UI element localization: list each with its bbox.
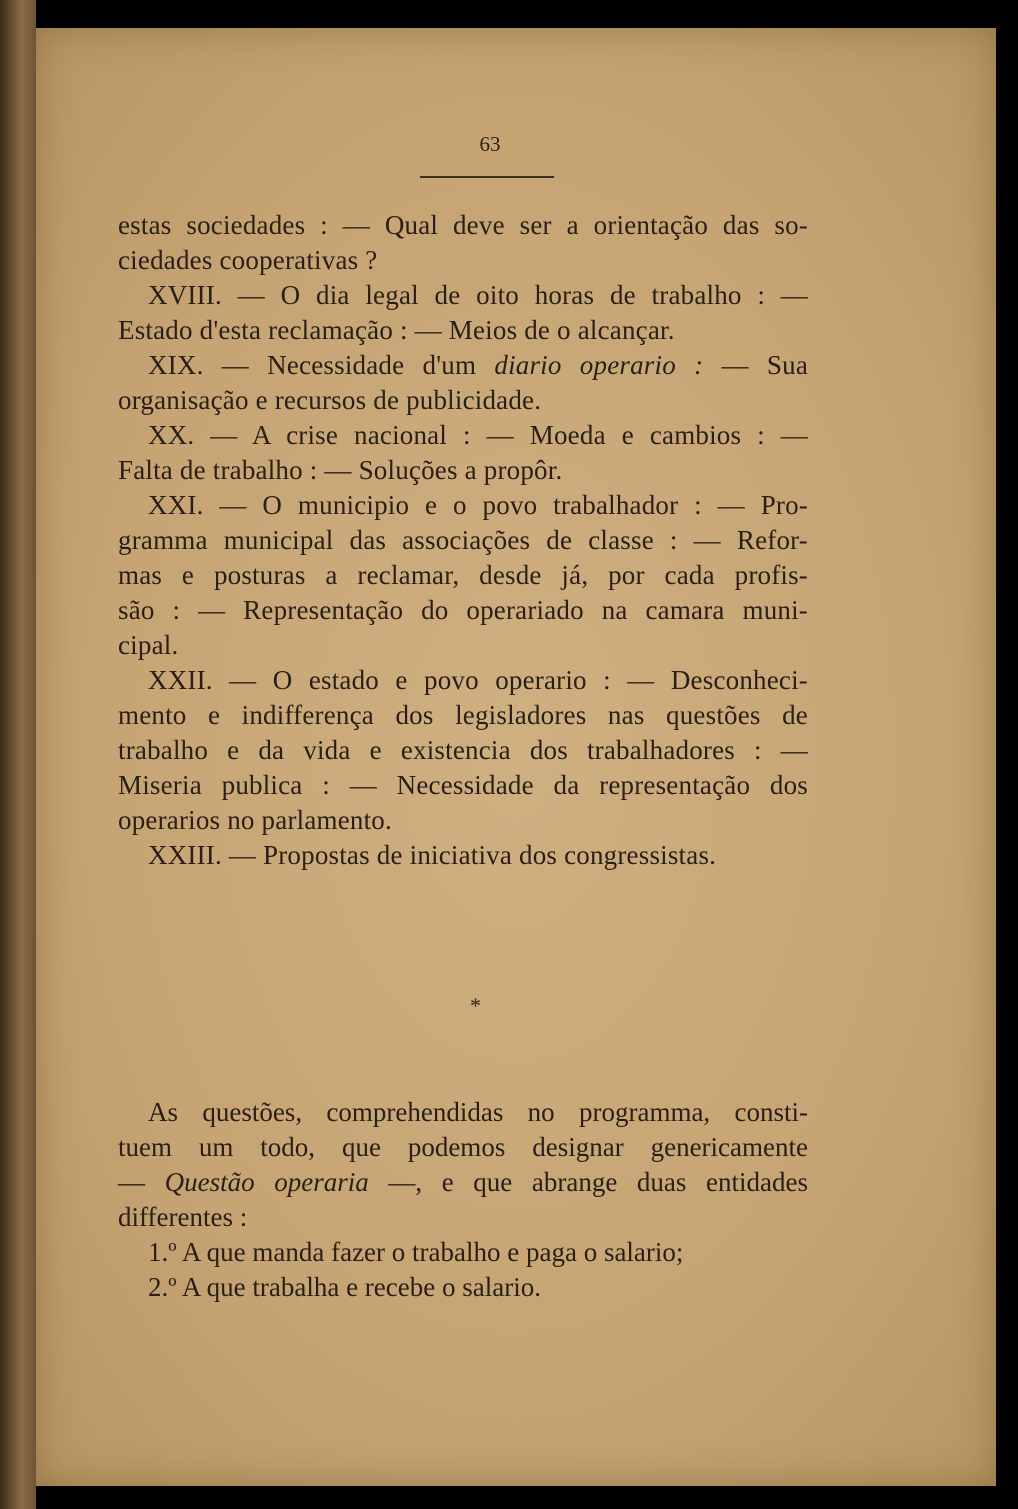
book-gutter xyxy=(0,0,36,1509)
text-line: XXI. — O municipio e o povo trabalhador : — Pro- xyxy=(148,490,808,520)
header-rule xyxy=(420,176,554,178)
text-line: gramma municipal das associações de classe : — Refor- xyxy=(118,525,808,555)
text-line: Miseria publica : — Necessidade da representação dos xyxy=(118,770,808,800)
text-fragment: — xyxy=(118,1167,145,1197)
bottom-text-block xyxy=(118,1094,808,1304)
text-line: operarios no parlamento. xyxy=(118,805,392,835)
text-line xyxy=(118,1164,808,1199)
section-separator-star: * xyxy=(470,993,481,1018)
list-item: 2.º A que trabalha e recebe o salario. xyxy=(148,1272,541,1302)
text-line: XXIII. — Propostas de iniciativa dos congressistas. xyxy=(148,840,717,870)
italic-term: Questão operaria xyxy=(164,1167,369,1197)
text-line: XX. — A crise nacional : — Moeda e cambios : — xyxy=(148,420,808,450)
text-line: trabalho e da vida e existencia dos trabalhadores : — xyxy=(118,735,808,765)
text-line: tuem um todo, que podemos designar genericamente xyxy=(118,1132,808,1162)
text-fragment: — Sua xyxy=(721,350,809,380)
text-line: organisação e recursos de publicidade. xyxy=(118,385,542,415)
text-line: XVIII. — O dia legal de oito horas de trabalho : — xyxy=(148,280,808,310)
text-line xyxy=(118,348,808,383)
top-text-block xyxy=(118,208,808,873)
italic-term: diario operario : xyxy=(494,350,704,380)
text-line: estas sociedades : — Qual deve ser a orientação das so- xyxy=(118,210,808,240)
text-line: Falta de trabalho : — Soluções a propôr. xyxy=(118,455,563,485)
text-line: differentes : xyxy=(118,1202,248,1232)
text-fragment: XIX. — Necessidade d'um xyxy=(148,350,477,380)
text-line: são : — Representação do operariado na camara muni- xyxy=(118,595,808,625)
text-line: mento e indifferença dos legisladores nas questões de xyxy=(118,700,808,730)
text-line: As questões, comprehendidas no programma, consti- xyxy=(148,1097,808,1127)
text-fragment: —, e que abrange duas entidades xyxy=(388,1167,808,1197)
text-line: XXII. — O estado e povo operario : — Desconheci- xyxy=(148,665,808,695)
text-line: cipal. xyxy=(118,630,179,660)
text-line: ciedades cooperativas ? xyxy=(118,245,378,275)
text-line: Estado d'esta reclamação : — Meios de o alcançar. xyxy=(118,315,675,345)
text-line: mas e posturas a reclamar, desde já, por cada profis- xyxy=(118,560,808,590)
list-item: 1.º A que manda fazer o trabalho e paga o salario; xyxy=(148,1237,684,1267)
page-number: 63 xyxy=(479,132,501,156)
